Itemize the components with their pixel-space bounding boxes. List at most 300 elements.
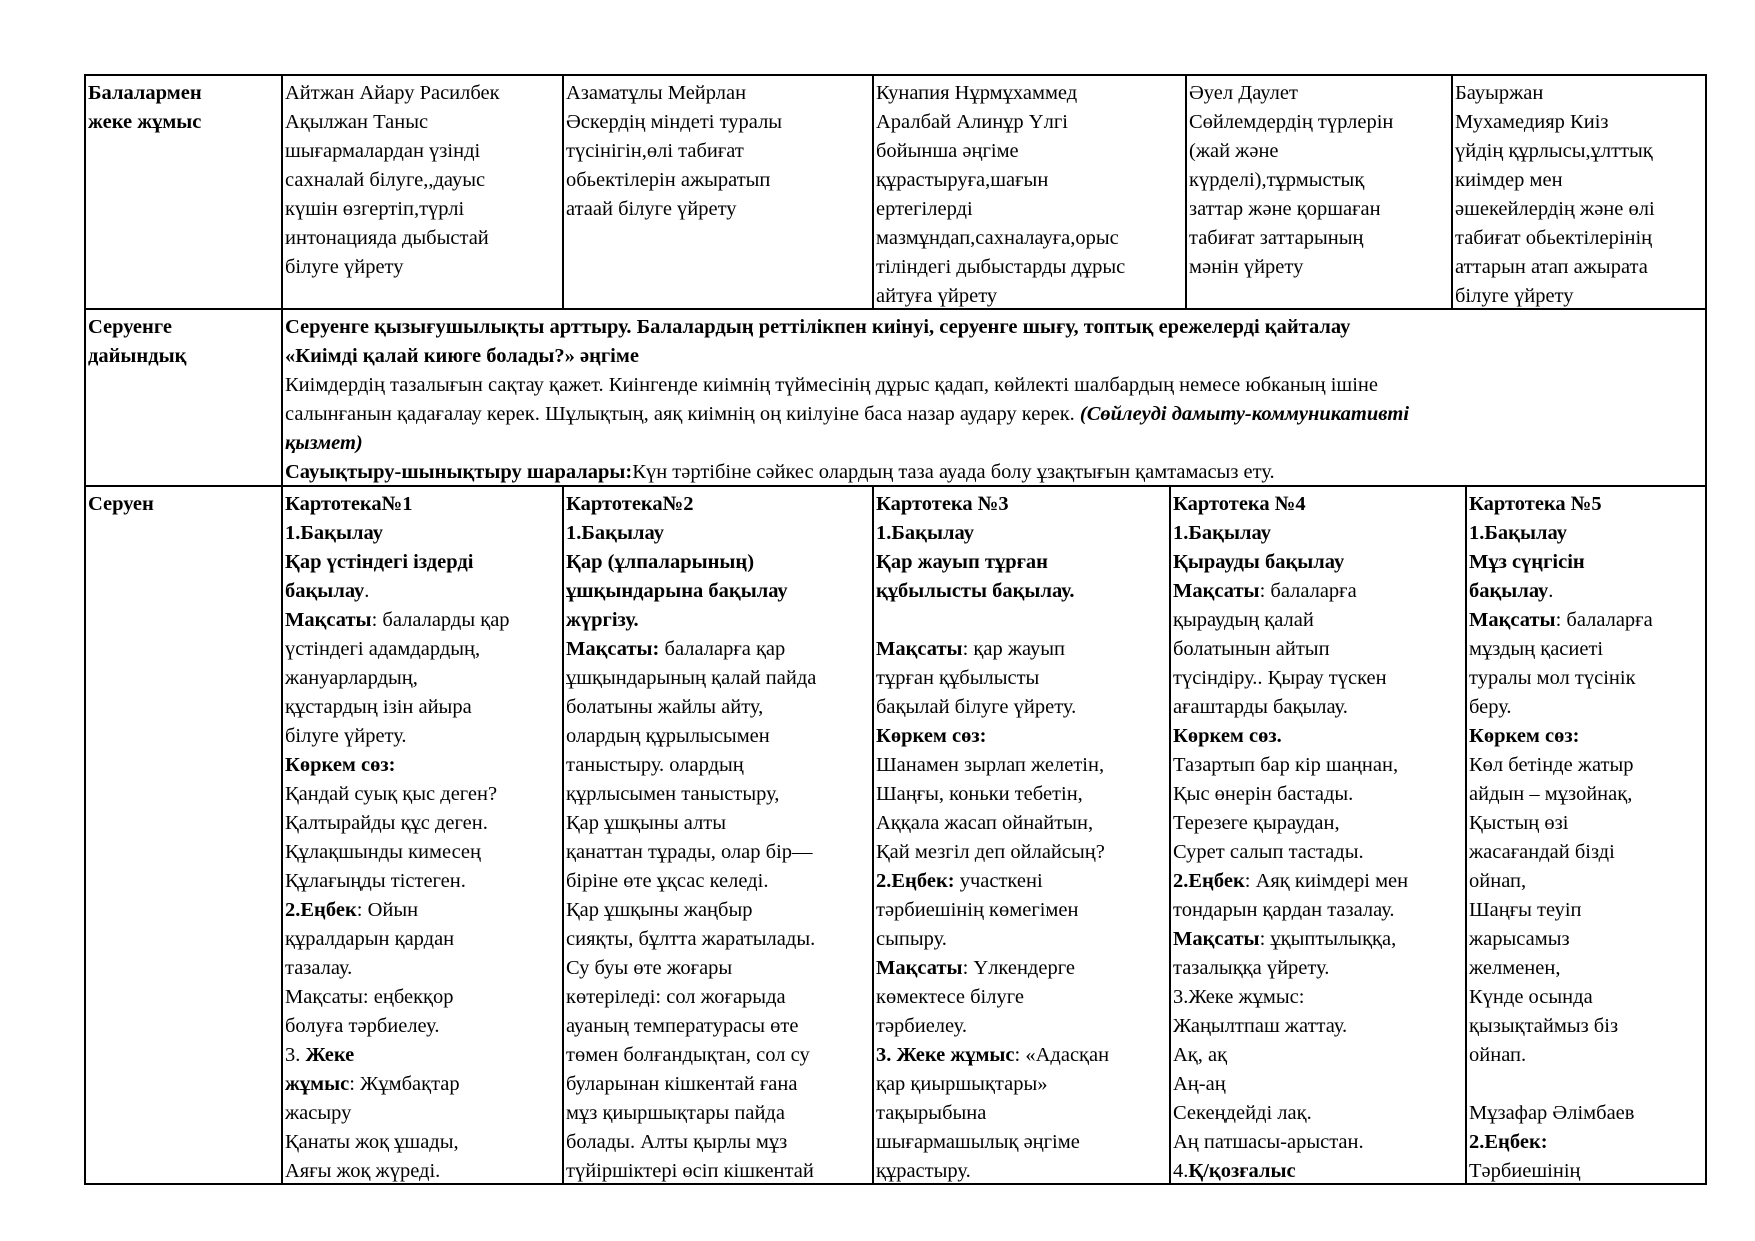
walk-line	[566, 606, 872, 635]
prep-health-text: Күн тәртібіне сәйкес олардың таза ауада болу ұзақтығын қамтамасыз ету.	[632, 461, 1275, 483]
walk-line	[1173, 693, 1465, 722]
walk-line-text: тондарын қардан тазалау.	[1173, 899, 1395, 921]
text-line: Кунапия Нұрмұхаммед	[876, 82, 1078, 104]
walk-line-text: Картотека№2	[566, 493, 694, 515]
walk-line	[1469, 693, 1705, 722]
label-line: дайындық	[88, 345, 187, 367]
walk-line	[876, 490, 1169, 519]
text-line: әшекейлердің және өлі	[1455, 198, 1655, 220]
label-line: Серуенге	[88, 316, 172, 338]
walk-line-tail: участкені	[954, 870, 1043, 892]
walk-line-tail: : балаларды қар	[371, 609, 510, 631]
walk-line	[876, 809, 1169, 838]
prep-topic: «Киімді қалай киюге болады?» әңгіме	[285, 345, 639, 367]
walk-line-text: құбылысты бақылау.	[876, 580, 1075, 602]
walk-line-tail: : қар жауып	[962, 638, 1066, 660]
walk-line	[285, 606, 562, 635]
walk-line-text: тазалыққа үйрету.	[1173, 957, 1330, 979]
walk-line	[1469, 780, 1705, 809]
walk-line	[566, 1157, 872, 1186]
walk-line-text: желменен,	[1469, 957, 1561, 979]
walk-line-tail-bold: Жеке	[305, 1044, 355, 1066]
walk-line	[566, 1070, 872, 1099]
walk-line	[876, 780, 1169, 809]
walk-line-text: Жаңылтпаш жаттау.	[1173, 1015, 1348, 1037]
walk-line-text: Секеңдейді лақ.	[1173, 1102, 1312, 1124]
walk-line	[1173, 1041, 1465, 1070]
text-line: аттарын атап ажырата	[1455, 256, 1648, 278]
walk-line-text: көмектесе білуге	[876, 986, 1024, 1008]
walk-line	[876, 838, 1169, 867]
walk-line	[1469, 1128, 1705, 1157]
walk-line-tail-bold: Қ/қозғалыс	[1188, 1160, 1296, 1182]
walk-line-text: ұшқындарына бақылау	[566, 580, 788, 602]
text-line: күшін өзгертіп,түрлі	[285, 198, 465, 220]
text-line: заттар және қоршаған	[1189, 198, 1381, 220]
walk-line	[876, 548, 1169, 577]
walk-line-text: тазалау.	[285, 957, 353, 979]
walk-line	[566, 1012, 872, 1041]
row-label-individual-work	[85, 77, 281, 137]
walk-line	[1469, 1041, 1705, 1070]
walk-line	[1173, 1070, 1465, 1099]
walk-line-tail: : Жұмбақтар	[349, 1073, 460, 1095]
walk-line-text: 3.Жеке жұмыс:	[1173, 986, 1305, 1008]
walk-line-text: Көркем сөз:	[285, 754, 396, 776]
row-label-walk	[85, 488, 281, 519]
text-line: Азаматұлы Мейрлан	[566, 82, 747, 104]
walk-line	[285, 1157, 562, 1186]
walk-line-text: тақырыбына	[876, 1102, 987, 1124]
walk-line	[566, 896, 872, 925]
individual-col-3	[873, 77, 1185, 311]
walk-line	[566, 490, 872, 519]
text-line: Мухамедияр Киіз	[1455, 111, 1609, 133]
text-line: Ақылжан Таныс	[285, 111, 429, 133]
walk-line-text: 1.Бақылау	[876, 522, 974, 544]
text-line: түсінігін,өлі табиғат	[566, 140, 744, 162]
walk-line-tail: .	[1548, 580, 1554, 602]
walk-line-text: болады. Алты қырлы мұз	[566, 1131, 788, 1153]
walk-line-text: бақылау	[1469, 580, 1549, 602]
walk-line-text: Қыстың өзі	[1469, 812, 1569, 834]
walk-line	[876, 896, 1169, 925]
walk-line	[1173, 809, 1465, 838]
walk-line	[285, 1128, 562, 1157]
walk-line	[285, 751, 562, 780]
walk-line	[876, 722, 1169, 751]
walk-line	[285, 838, 562, 867]
text-line: (жай және	[1189, 140, 1279, 162]
walk-line	[876, 1070, 1169, 1099]
walk-line-text: болатыны жайлы айту,	[566, 696, 764, 718]
walk-line	[566, 780, 872, 809]
walk-line-text: Қалтырайды құс деген.	[285, 812, 488, 834]
walk-line-text: Шаңғы, коньки тебетін,	[876, 783, 1083, 805]
walk-line-text: Қанаты жоқ ұшады,	[285, 1131, 459, 1153]
walk-line	[1173, 867, 1465, 896]
individual-col-2	[563, 77, 872, 224]
walk-line-text: Мұз сүңгісін	[1469, 551, 1585, 573]
walk-line-text: қызықтаймыз біз	[1469, 1015, 1619, 1037]
walk-line	[1469, 635, 1705, 664]
text-line: бойынша әңгіме	[876, 140, 1019, 162]
walk-line-text: 3.	[285, 1044, 306, 1066]
walk-line-text: сыпыру.	[876, 928, 947, 950]
walk-line	[1469, 1012, 1705, 1041]
walk-line	[285, 809, 562, 838]
walk-line	[876, 751, 1169, 780]
walk-line	[876, 1041, 1169, 1070]
walk-line	[1173, 1157, 1465, 1186]
walk-line-text: ұшқындарының қалай пайда	[566, 667, 817, 689]
walk-line-text: Мақсаты	[1173, 580, 1260, 602]
walk-line	[1173, 490, 1465, 519]
walk-line-text: Картотека №5	[1469, 493, 1602, 515]
walk-line-text: құрлысымен таныстыру,	[566, 783, 780, 805]
walk-line-tail: балаларға қар	[659, 638, 786, 660]
walk-line-text: Су буы өте жоғары	[566, 957, 733, 979]
walk-line	[285, 896, 562, 925]
walk-line-text: Көркем сөз:	[876, 725, 987, 747]
walk-line	[1469, 490, 1705, 519]
walk-line	[876, 1012, 1169, 1041]
walk-line	[1469, 606, 1705, 635]
walk-line-text: Қар үстіндегі іздерді	[285, 551, 474, 573]
individual-col-4	[1186, 77, 1451, 282]
text-line: күрделі),тұрмыстық	[1189, 169, 1365, 191]
walk-line	[1469, 983, 1705, 1012]
walk-line-text: Қар ұшқыны алты	[566, 812, 727, 834]
walk-line	[1469, 925, 1705, 954]
walk-line-text: төмен болғандықтан, сол су	[566, 1044, 810, 1066]
walk-line	[285, 519, 562, 548]
individual-col-5	[1452, 77, 1705, 311]
walk-line	[285, 983, 562, 1012]
text-line: білуге үйрету	[1455, 285, 1574, 307]
walk-line-text: Сурет салып тастады.	[1173, 841, 1364, 863]
walk-line-text: олардың құрылысымен	[566, 725, 770, 747]
walk-line-text: Мақсаты	[285, 609, 372, 631]
walk-line-text: Көркем сөз.	[1173, 725, 1282, 747]
walk-line	[876, 983, 1169, 1012]
walk-line-tail: .	[364, 580, 370, 602]
walk-line-text: Мақсаты	[1469, 609, 1556, 631]
walk-line	[285, 1041, 562, 1070]
walk-line	[566, 635, 872, 664]
walk-line-text: Аң патшасы-арыстан.	[1173, 1131, 1364, 1153]
walk-line	[1469, 896, 1705, 925]
walk-col-5	[1466, 488, 1705, 1186]
text-line: обьектілерін ажыратып	[566, 169, 771, 191]
walk-line	[285, 1070, 562, 1099]
walk-line	[876, 1157, 1169, 1186]
walk-line	[566, 983, 872, 1012]
walk-line-text: қыраудың қалай	[1173, 609, 1314, 631]
walk-line-text: болуға тәрбиелеу.	[285, 1015, 440, 1037]
walk-line-text: Мақсаты: еңбекқор	[285, 986, 454, 1008]
walk-line-text: Мақсаты:	[566, 638, 660, 660]
walk-line-tail: : балаларға	[1259, 580, 1357, 602]
walk-line-text: Қырауды бақылау	[1173, 551, 1345, 573]
walk-line	[1173, 606, 1465, 635]
walk-line-text: ағаштарды бақылау.	[1173, 696, 1348, 718]
walk-line	[1469, 867, 1705, 896]
walk-line	[876, 606, 1169, 635]
walk-line	[1469, 1157, 1705, 1186]
walk-line-text: Аққала жасап ойнайтын,	[876, 812, 1094, 834]
walk-line-tail: : Үлкендерге	[962, 957, 1075, 979]
label-line: жеке жұмыс	[88, 111, 202, 133]
walk-line-text: 2.Еңбек	[1173, 870, 1245, 892]
text-line: Айтжан Айару Расилбек	[285, 82, 500, 104]
walk-line-text: тәрбиелеу.	[876, 1015, 967, 1037]
walk-line-text: қанаттан тұрады, олар бір—	[566, 841, 813, 863]
walk-line	[285, 1012, 562, 1041]
walk-line-text: 1.Бақылау	[566, 522, 664, 544]
walk-line-text: Мақсаты	[876, 638, 963, 660]
walk-line	[566, 751, 872, 780]
text-line: табиғат заттарының	[1189, 227, 1364, 249]
walk-line-text: Аяғы жоқ жүреді.	[285, 1160, 441, 1182]
prep-text-italic: (Сөйлеуді дамыту-коммуникативті	[1079, 403, 1410, 425]
walk-line	[1173, 635, 1465, 664]
walk-line-text: Терезеге қыраудан,	[1173, 812, 1340, 834]
text-line: Сөйлемдердің түрлерін	[1189, 111, 1394, 133]
prep-health-label: Сауықтыру-шынықтыру шаралары:	[285, 461, 633, 483]
text-line: ертегілерді	[876, 198, 973, 220]
walk-line	[1173, 751, 1465, 780]
walk-line-text: Қар ұшқыны жаңбыр	[566, 899, 753, 921]
walk-line	[1469, 954, 1705, 983]
text-line: үйдің құрлысы,ұлттық	[1455, 140, 1653, 162]
walk-line	[1173, 838, 1465, 867]
walk-preparation-content	[282, 311, 1705, 487]
walk-line-text: 2.Еңбек:	[876, 870, 955, 892]
text-line: мазмұндап,сахналауға,орыс	[876, 227, 1119, 249]
walk-line-text: Картотека№1	[285, 493, 413, 515]
walk-col-1	[282, 488, 562, 1186]
walk-line-text: құстардың ізін айыра	[285, 696, 472, 718]
walk-line-text: құрастыру.	[876, 1160, 971, 1182]
text-line: атаай білуге үйрету	[566, 198, 737, 220]
walk-line-text: 4.	[1173, 1160, 1189, 1182]
walk-line	[1173, 519, 1465, 548]
text-line: сахналай білуге,,дауыс	[285, 169, 486, 191]
walk-line	[1469, 751, 1705, 780]
walk-line-text: беру.	[1469, 696, 1512, 718]
walk-line-text: білуге үйрету.	[285, 725, 407, 747]
walk-line	[876, 925, 1169, 954]
walk-line-text: Мұзафар Әлімбаев	[1469, 1102, 1635, 1124]
walk-line-text: Мақсаты	[876, 957, 963, 979]
walk-line-text: Мақсаты	[1173, 928, 1260, 950]
walk-line-tail: : балаларға	[1555, 609, 1653, 631]
walk-line	[285, 954, 562, 983]
walk-line	[566, 519, 872, 548]
walk-line-text: Көркем сөз:	[1469, 725, 1580, 747]
text-line: құрастыруға,шағын	[876, 169, 1049, 191]
walk-line-text: Картотека №3	[876, 493, 1009, 515]
walk-line	[566, 954, 872, 983]
walk-line	[285, 1099, 562, 1128]
walk-line	[1469, 809, 1705, 838]
walk-line	[876, 867, 1169, 896]
walk-line-text: жануарлардың,	[285, 667, 418, 689]
walk-line-tail: : Аяқ киімдері мен	[1244, 870, 1409, 892]
walk-line-text: Аң-аң	[1173, 1073, 1226, 1095]
row-label-walk-preparation	[85, 311, 281, 371]
walk-line-text: жасағандай бізді	[1469, 841, 1615, 863]
text-line: киімдер мен	[1455, 169, 1563, 191]
prep-text: Киімдердің тазалығын сақтау қажет. Киінгенде киімнің түймесінің дұрыс қадап, көйлекті шалбардың немесе юбканың ішіне	[285, 374, 1378, 396]
text-line: интонацияда дыбыстай	[285, 227, 489, 249]
walk-line	[285, 548, 562, 577]
walk-line	[1469, 548, 1705, 577]
walk-line-text: туралы мол түсінік	[1469, 667, 1636, 689]
walk-line-text: бақылау	[285, 580, 365, 602]
walk-line	[876, 1128, 1169, 1157]
walk-line	[1173, 925, 1465, 954]
walk-line-text: 3. Жеке жұмыс	[876, 1044, 1015, 1066]
walk-line	[566, 548, 872, 577]
walk-line	[566, 722, 872, 751]
walk-line	[566, 1041, 872, 1070]
walk-line-text: Қандай суық қыс деген?	[285, 783, 498, 805]
walk-line-text: шығармашылық әңгіме	[876, 1131, 1080, 1153]
walk-line	[566, 693, 872, 722]
walk-line-text: 2.Еңбек	[285, 899, 357, 921]
walk-line	[566, 867, 872, 896]
walk-line	[285, 780, 562, 809]
walk-line	[1173, 722, 1465, 751]
walk-line	[285, 635, 562, 664]
text-line: Әскердің міндеті туралы	[566, 111, 783, 133]
walk-line	[1173, 780, 1465, 809]
walk-line	[566, 664, 872, 693]
walk-line	[285, 664, 562, 693]
walk-line-text: бақылай білуге үйрету.	[876, 696, 1077, 718]
label-line: Балалармен	[88, 82, 202, 104]
walk-line-text: Ақ, ақ	[1173, 1044, 1228, 1066]
walk-line	[285, 925, 562, 954]
walk-line-text: тәрбиешінің көмегімен	[876, 899, 1079, 921]
walk-line-text: Қыс өнерін бастады.	[1173, 783, 1354, 805]
walk-line-text: Құлағыңды тістеген.	[285, 870, 466, 892]
walk-line-text: көтеріледі: сол жоғарыда	[566, 986, 786, 1008]
text-line: білуге үйрету	[285, 256, 404, 278]
walk-line-text: қар қиыршықтары»	[876, 1073, 1048, 1095]
walk-line-text: біріне өте ұқсас келеді.	[566, 870, 769, 892]
walk-line-text: үстіндегі адамдардың,	[285, 638, 481, 660]
walk-line	[1469, 577, 1705, 606]
walk-line-text: Күнде осында	[1469, 986, 1593, 1008]
walk-line-text: жұмыс	[285, 1073, 350, 1095]
walk-line	[876, 954, 1169, 983]
text-line: мәнін үйрету	[1189, 256, 1304, 278]
walk-line-text: Шаңғы теуіп	[1469, 899, 1582, 921]
walk-col-3	[873, 488, 1169, 1186]
walk-line	[876, 693, 1169, 722]
walk-line	[285, 722, 562, 751]
walk-line-text: Тәрбиешінің	[1469, 1160, 1581, 1182]
walk-line-text: Шанамен зырлап желетін,	[876, 754, 1105, 776]
walk-line	[1469, 664, 1705, 693]
walk-line	[566, 1099, 872, 1128]
walk-line-text: 2.Еңбек:	[1469, 1131, 1548, 1153]
walk-line	[566, 925, 872, 954]
walk-line-text: Картотека №4	[1173, 493, 1306, 515]
text-line: Аралбай Алинұр Үлгі	[876, 111, 1068, 133]
walk-line	[285, 693, 562, 722]
walk-line-text: сияқты, бұлтта жаратылады.	[566, 928, 816, 950]
walk-line-text: 1.Бақылау	[1173, 522, 1271, 544]
walk-line-tail: : ұқыптылыққа,	[1259, 928, 1397, 950]
prep-heading: Серуенге қызығушылықты арттыру. Балалардың реттілікпен киінуі, серуенге шығу, топтық ережелерді қайталау	[285, 316, 1351, 338]
walk-col-4	[1170, 488, 1465, 1186]
walk-line-text: ауаның температурасы өте	[566, 1015, 799, 1037]
individual-col-1	[282, 77, 562, 282]
walk-line-text: Құлақшынды кимесең	[285, 841, 482, 863]
walk-line-text: жарысамыз	[1469, 928, 1570, 950]
walk-line-tail: : Ойын	[356, 899, 419, 921]
walk-line	[1173, 1012, 1465, 1041]
walk-line	[1469, 1099, 1705, 1128]
walk-line	[876, 519, 1169, 548]
walk-line	[1173, 983, 1465, 1012]
walk-line	[566, 1128, 872, 1157]
text-line: тіліндегі дыбыстарды дұрыс	[876, 256, 1126, 278]
walk-line-text: жасыру	[285, 1102, 352, 1124]
walk-line	[1469, 519, 1705, 548]
walk-line-text: тұрған құбылысты	[876, 667, 1040, 689]
prep-text	[285, 400, 1705, 429]
walk-line-text: 1.Бақылау	[285, 522, 383, 544]
walk-line-text: Қай мезгіл деп ойлайсың?	[876, 841, 1105, 863]
label-line: Серуен	[88, 493, 154, 515]
walk-line-text: буларынан кішкентай ғана	[566, 1073, 798, 1095]
walk-col-2	[563, 488, 872, 1186]
walk-line-text: құралдарын қардан	[285, 928, 455, 950]
walk-line-text: Көл бетінде жатыр	[1469, 754, 1634, 776]
text-line: айтуға үйрету	[876, 285, 998, 307]
walk-line-text: Қар жауып тұрған	[876, 551, 1048, 573]
walk-line	[1173, 548, 1465, 577]
walk-line-text: түйіршіктері өсіп кішкентай	[566, 1160, 814, 1182]
walk-line	[566, 838, 872, 867]
walk-line-text: айдын – мұзойнақ,	[1469, 783, 1633, 805]
walk-line	[876, 1099, 1169, 1128]
walk-line-text: 1.Бақылау	[1469, 522, 1567, 544]
walk-line	[1173, 664, 1465, 693]
walk-line	[285, 867, 562, 896]
text-line: табиғат обьектілерінің	[1455, 227, 1653, 249]
walk-line-text: Тазартып бар кір шаңнан,	[1173, 754, 1399, 776]
walk-line-text: түсіндіру.. Қырау түскен	[1173, 667, 1387, 689]
walk-line	[285, 577, 562, 606]
walk-line	[1173, 896, 1465, 925]
walk-line	[1173, 954, 1465, 983]
walk-line-text: жүргізу.	[566, 609, 639, 631]
walk-line-text: мұздың қасиеті	[1469, 638, 1604, 660]
prep-text-italic-end: қызмет)	[285, 432, 363, 454]
walk-line	[1469, 838, 1705, 867]
walk-line-text: таныстыру. олардың	[566, 754, 744, 776]
prep-text-normal: салынғанын қадағалау керек. Шұлықтың, аяқ киімнің оң киілуіне баса назар аудару керек.	[285, 403, 1080, 425]
walk-line	[285, 490, 562, 519]
walk-line	[566, 809, 872, 838]
walk-line	[566, 577, 872, 606]
